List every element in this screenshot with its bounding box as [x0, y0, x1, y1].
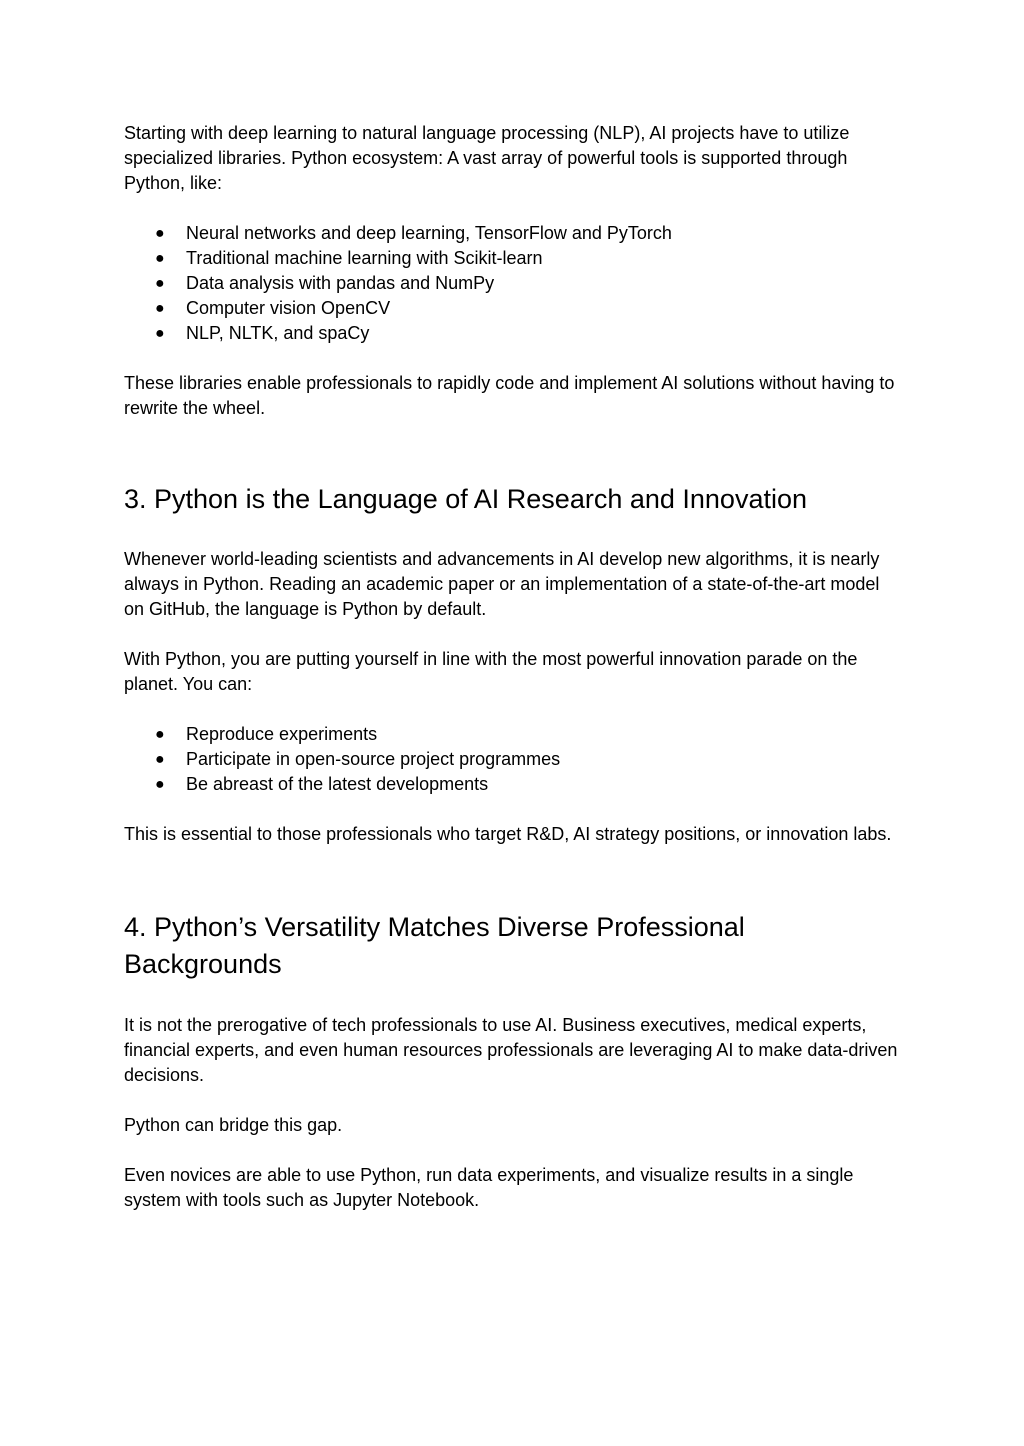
section-4-paragraph-2: Python can bridge this gap. [124, 1115, 343, 1135]
list-item: ● Participate in open-source project programmes [124, 747, 899, 772]
bullet-icon: ● [155, 250, 165, 267]
list-item: ● Traditional machine learning with Scikit-learn [124, 246, 899, 271]
bullet-icon: ● [155, 776, 165, 793]
intro-closing-paragraph: These libraries enable professionals to rapidly code and implement AI solutions without having to rewrite the wheel. [124, 373, 895, 418]
list-item: ● NLP, NLTK, and spaCy [124, 321, 899, 346]
section-3-paragraph-1: Whenever world-leading scientists and advancements in AI develop new algorithms, it is nearly always in Python. Reading an academic paper or an implementation of a state-of-the-art model on GitHub, the language is Python by default. [124, 549, 880, 619]
list-item: ● Computer vision OpenCV [124, 296, 899, 321]
research-list [124, 722, 899, 797]
section-3-paragraph-2: With Python, you are putting yourself in line with the most powerful innovation parade on the planet. You can: [124, 649, 858, 694]
bullet-icon: ● [155, 225, 165, 242]
section-4-paragraph-3: Even novices are able to use Python, run data experiments, and visualize results in a single system with tools such as Jupyter Notebook. [124, 1165, 854, 1210]
intro-paragraph: Starting with deep learning to natural language processing (NLP), AI projects have to utilize specialized libraries. Python ecosystem: A vast array of powerful tools is supported through Python, like: [124, 123, 850, 193]
library-list [124, 221, 899, 346]
list-item: ● Be abreast of the latest developments [124, 772, 899, 797]
list-item: ● Data analysis with pandas and NumPy [124, 271, 899, 296]
document-page [124, 121, 899, 1213]
section-3-heading: 3. Python is the Language of AI Research and Innovation [124, 484, 807, 514]
bullet-icon: ● [155, 726, 165, 743]
bullet-icon: ● [155, 275, 165, 292]
section-3-closing-paragraph: This is essential to those professionals who target R&D, AI strategy positions, or innovation labs. [124, 824, 892, 844]
bullet-icon: ● [155, 751, 165, 768]
section-4-paragraph-1: It is not the prerogative of tech professionals to use AI. Business executives, medical experts, financial experts, and even human resources professionals are leveraging AI to make data-driven decisions. [124, 1015, 898, 1085]
list-item: ● Neural networks and deep learning, TensorFlow and PyTorch [124, 221, 899, 246]
bullet-icon: ● [155, 325, 165, 342]
section-4-heading: 4. Python’s Versatility Matches Diverse Professional Backgrounds [124, 912, 745, 979]
bullet-icon: ● [155, 300, 165, 317]
list-item: ● Reproduce experiments [124, 722, 899, 747]
